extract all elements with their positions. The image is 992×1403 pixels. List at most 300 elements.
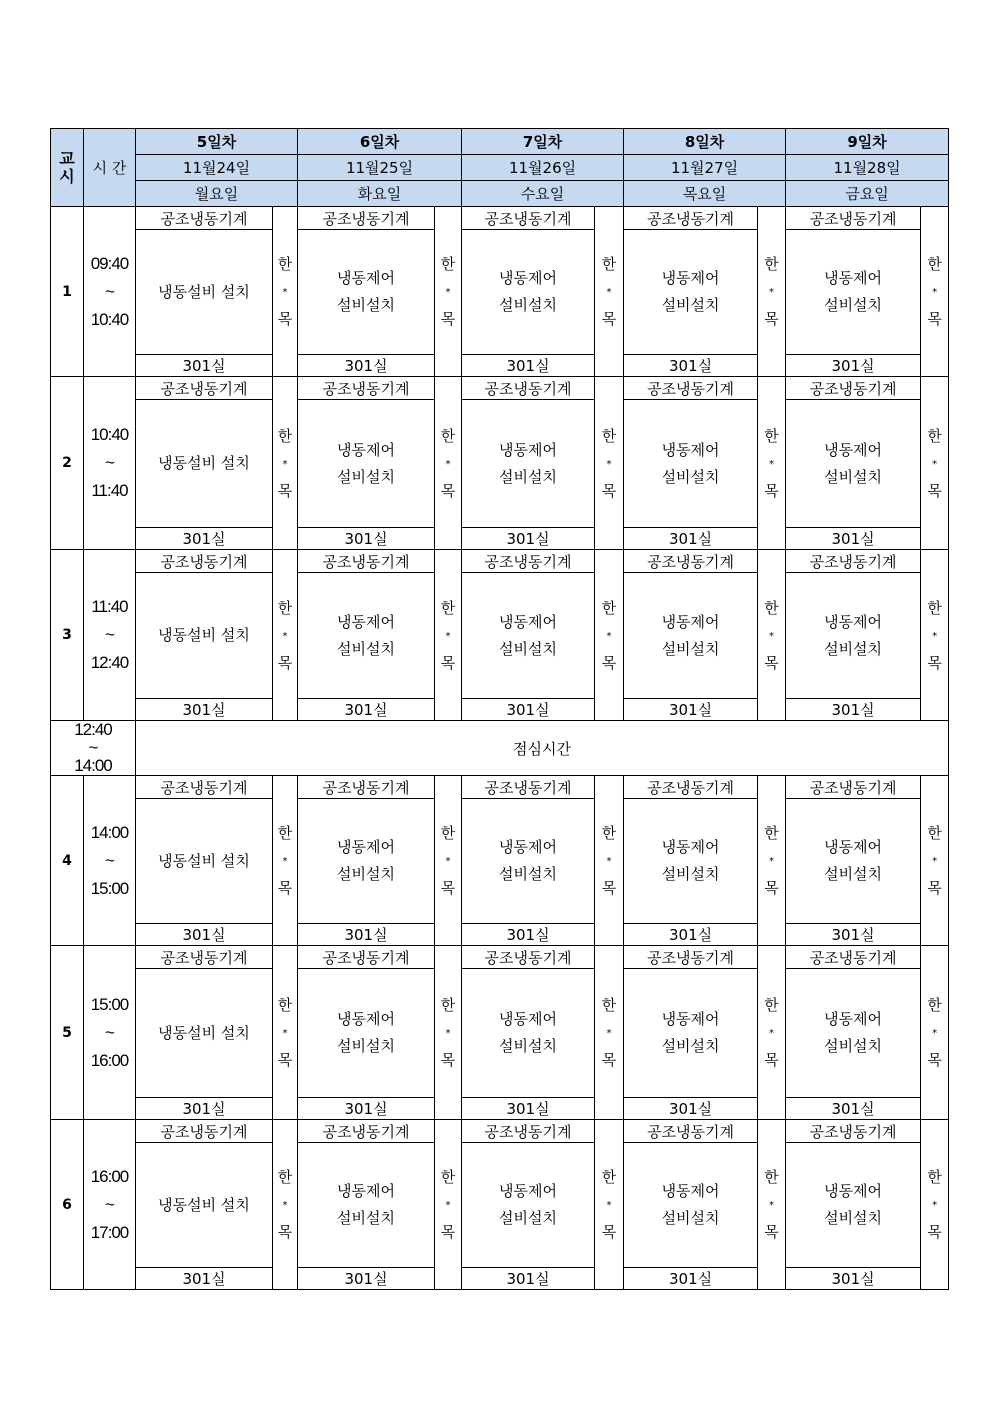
content-cell [786,400,921,528]
period-row-subject [51,946,949,969]
hanmok-char: 한 [440,996,456,1014]
text-line: 설비설치 [661,639,720,658]
subject-cell: 공조냉동기계 [462,776,595,799]
hanmok-char: 한 [601,426,617,445]
hanmok-char: 한 [277,996,293,1014]
content-cell [624,230,758,355]
hanmok-char: * [606,1200,612,1211]
content-cell [298,1143,435,1268]
day-date: 11월28일 [786,155,949,181]
lunch-row [51,721,949,776]
text-line: 냉동제어 [499,838,558,856]
hanmok-char: 목 [601,879,617,897]
hanmok-char: 한 [440,824,456,842]
hanmok-char: 한 [277,824,293,842]
hanmok-char: 한 [764,996,779,1014]
hanmok-cell [921,207,949,377]
hanmok-char: * [282,1028,288,1039]
hanmok-char: 한 [927,255,942,273]
room-cell: 301실 [298,528,435,550]
text-line: 냉동제어 [337,1182,395,1200]
hanmok-cell [595,776,624,946]
day-label: 7일차 [462,129,624,155]
time-end: 12:40 [90,653,129,672]
text-line: 냉동설비 설치 [158,454,250,472]
text-line: 설비설치 [661,467,720,486]
period-number: 1 [51,207,84,377]
hanmok-char: 목 [764,310,779,328]
period-row-content [51,400,949,528]
hanmok-char: * [445,1200,451,1211]
text-line: 냉동제어 [499,612,558,631]
period-time [84,550,136,721]
time-start: 10:40 [90,425,129,444]
hanmok-char: 목 [927,310,942,328]
timetable [50,128,949,1290]
period-row-room [51,924,949,946]
text-line: 냉동제어 [824,838,883,856]
text-line: 설비설치 [661,865,720,883]
text-line: 냉동제어 [661,440,720,459]
hanmok-char: * [769,287,775,298]
subject-cell: 공조냉동기계 [624,776,758,799]
hanmok-char: * [606,856,612,867]
time-end: 15:00 [90,878,129,898]
hanmok-char: 한 [764,598,779,617]
hanmok-cell [595,1120,624,1290]
hanmok-char: 목 [927,653,942,672]
hanmok-char: * [282,458,288,470]
time-sep: ~ [105,850,114,870]
subject-cell: 공조냉동기계 [786,377,921,400]
hanmok-char: * [769,1028,775,1039]
hanmok-char: 한 [927,996,942,1014]
content-cell [786,573,921,699]
text-line: 설비설치 [824,467,883,486]
text-line: 설비설치 [824,639,883,658]
hanmok-cell [921,377,949,550]
text-line: 냉동설비 설치 [158,851,250,870]
period-number: 2 [51,377,84,550]
time-sep: ~ [105,625,114,644]
content-cell [462,799,595,924]
subject-cell: 공조냉동기계 [462,377,595,400]
hanmok-char: * [769,856,775,867]
room-cell: 301실 [624,699,758,721]
text-line: 설비설치 [824,1037,883,1055]
subject-cell: 공조냉동기계 [624,550,758,573]
hanmok-cell [921,946,949,1120]
subject-cell: 공조냉동기계 [136,1120,273,1143]
content-cell [786,1143,921,1268]
text-line: 설비설치 [661,1037,720,1055]
text-line: 냉동설비 설치 [158,626,250,644]
content-cell [136,1143,273,1268]
hanmok-char: * [445,630,451,642]
hanmok-char: 한 [764,255,779,273]
lunch-end: 14:00 [74,756,112,775]
header-row-date [51,155,949,181]
content-cell [786,969,921,1098]
hanmok-char: * [606,1028,612,1039]
hanmok-char: * [932,1200,938,1211]
lunch-label: 점심시간 [136,721,949,776]
hanmok-char: 한 [927,824,942,842]
time-end: 16:00 [90,1050,129,1070]
hanmok-char: * [445,287,451,298]
content-cell [462,969,595,1098]
period-row-content [51,969,949,1098]
hanmok-cell [273,550,298,721]
hanmok-cell [273,776,298,946]
period-time [84,946,136,1120]
room-cell: 301실 [298,699,435,721]
time-start: 14:00 [90,822,129,842]
text-line: 냉동제어 [499,269,558,287]
time-start: 15:00 [90,994,129,1014]
hanmok-cell [758,377,786,550]
room-cell: 301실 [136,1268,273,1290]
subject-cell: 공조냉동기계 [462,207,595,230]
hanmok-char: 목 [764,653,779,672]
hanmok-char: 목 [601,310,617,328]
room-cell: 301실 [624,1268,758,1290]
content-cell [136,400,273,528]
hanmok-cell [758,946,786,1120]
time-sep: ~ [105,1022,114,1042]
text-line: 냉동제어 [337,269,395,287]
time-sep: ~ [105,453,114,472]
hanmok-char: 목 [927,1223,942,1241]
room-cell: 301실 [462,355,595,377]
content-cell [462,1143,595,1268]
subject-cell: 공조냉동기계 [298,946,435,969]
hanmok-char: 한 [277,426,293,445]
content-cell [298,969,435,1098]
text-line: 냉동제어 [661,269,720,287]
text-line: 설비설치 [824,296,883,314]
period-row-content [51,1143,949,1268]
time-header: 시 간 [84,129,136,207]
hanmok-char: 한 [601,996,617,1014]
hanmok-char: 목 [927,481,942,500]
room-cell: 301실 [462,699,595,721]
hanmok-char: 한 [601,1168,617,1186]
hanmok-char: * [606,287,612,298]
content-cell [298,400,435,528]
text-line: 설비설치 [499,296,558,314]
text-line: 냉동제어 [337,838,395,856]
text-line: 설비설치 [337,639,395,658]
hanmok-char: * [769,630,775,642]
hanmok-char: 목 [277,481,293,500]
content-cell [462,400,595,528]
lunch-start: 12:40 [74,720,112,739]
subject-cell: 공조냉동기계 [462,1120,595,1143]
subject-cell: 공조냉동기계 [624,1120,758,1143]
hanmok-char: 목 [440,1051,456,1069]
text-line: 설비설치 [337,296,395,314]
period-number: 4 [51,776,84,946]
hanmok-cell [435,550,462,721]
hanmok-cell [273,946,298,1120]
hanmok-char: * [932,1028,938,1039]
room-cell: 301실 [298,355,435,377]
room-cell: 301실 [462,528,595,550]
subject-cell: 공조냉동기계 [298,550,435,573]
day-date: 11월27일 [624,155,786,181]
subject-cell: 공조냉동기계 [786,207,921,230]
hanmok-char: 한 [440,255,456,273]
period-row-content [51,230,949,355]
time-end: 17:00 [90,1222,129,1242]
subject-cell: 공조냉동기계 [298,377,435,400]
content-cell [136,573,273,699]
hanmok-cell [435,377,462,550]
hanmok-char: 한 [440,598,456,617]
subject-cell: 공조냉동기계 [624,946,758,969]
hanmok-cell [595,377,624,550]
period-row-content [51,573,949,699]
time-end: 10:40 [90,309,129,329]
hanmok-char: * [606,630,612,642]
room-cell: 301실 [298,1098,435,1120]
text-line: 냉동설비 설치 [158,1195,250,1214]
hanmok-char: 목 [601,653,617,672]
content-cell [462,230,595,355]
day-weekday: 화요일 [298,181,462,207]
hanmok-char: * [932,630,938,642]
room-cell: 301실 [462,1268,595,1290]
text-line: 설비설치 [661,296,720,314]
text-line: 냉동설비 설치 [158,282,250,301]
subject-cell: 공조냉동기계 [624,207,758,230]
period-header-char-1: 교 [59,148,75,168]
text-line: 설비설치 [337,1209,395,1227]
hanmok-char: 한 [927,598,942,617]
room-cell: 301실 [136,924,273,946]
header-row-weekday [51,181,949,207]
day-weekday: 월요일 [136,181,298,207]
time-start: 11:40 [91,597,128,616]
hanmok-char: 한 [601,598,617,617]
hanmok-char: 한 [764,1168,779,1186]
text-line: 설비설치 [337,1037,395,1055]
content-cell [624,400,758,528]
room-cell: 301실 [786,1098,921,1120]
text-line: 냉동제어 [499,440,558,459]
period-header-char-2: 시 [59,166,75,186]
hanmok-char: 한 [277,255,293,273]
hanmok-cell [921,1120,949,1290]
hanmok-char: 목 [440,879,456,897]
room-cell: 301실 [462,1098,595,1120]
room-cell: 301실 [786,1268,921,1290]
subject-cell: 공조냉동기계 [624,377,758,400]
subject-cell: 공조냉동기계 [136,207,273,230]
period-row-subject [51,550,949,573]
hanmok-char: 한 [764,426,779,445]
content-cell [136,969,273,1098]
hanmok-cell [595,550,624,721]
room-cell: 301실 [136,699,273,721]
day-label: 9일차 [786,129,949,155]
hanmok-char: 한 [277,598,293,617]
subject-cell: 공조냉동기계 [462,946,595,969]
content-cell [462,573,595,699]
room-cell: 301실 [786,924,921,946]
text-line: 설비설치 [499,1037,558,1055]
content-cell [624,969,758,1098]
period-number: 3 [51,550,84,721]
text-line: 설비설치 [824,1209,883,1227]
hanmok-char: 한 [277,1168,293,1186]
text-line: 냉동제어 [824,1010,883,1028]
hanmok-char: 목 [277,1051,293,1069]
text-line: 설비설치 [499,865,558,883]
period-number: 5 [51,946,84,1120]
content-cell [624,573,758,699]
hanmok-char: * [769,458,775,470]
content-cell [298,230,435,355]
hanmok-char: 목 [440,481,456,500]
subject-cell: 공조냉동기계 [786,1120,921,1143]
hanmok-cell [595,207,624,377]
room-cell: 301실 [786,699,921,721]
hanmok-cell [435,207,462,377]
subject-cell: 공조냉동기계 [136,550,273,573]
hanmok-char: * [282,287,288,298]
hanmok-char: 목 [764,879,779,897]
period-row-room [51,699,949,721]
hanmok-char: 목 [764,481,779,500]
text-line: 설비설치 [661,1209,720,1227]
time-sep: ~ [105,281,114,301]
text-line: 냉동제어 [824,269,883,287]
hanmok-char: 목 [440,310,456,328]
hanmok-char: * [282,630,288,642]
room-cell: 301실 [298,924,435,946]
text-line: 냉동제어 [824,612,883,631]
content-cell [786,799,921,924]
hanmok-char: * [769,1200,775,1211]
time-start: 09:40 [90,253,129,273]
hanmok-char: 한 [440,426,456,445]
hanmok-char: * [282,856,288,867]
hanmok-cell [595,946,624,1120]
content-cell [298,573,435,699]
content-cell [136,799,273,924]
hanmok-char: 목 [277,879,293,897]
subject-cell: 공조냉동기계 [136,377,273,400]
subject-cell: 공조냉동기계 [136,776,273,799]
hanmok-char: 한 [764,824,779,842]
hanmok-cell [435,1120,462,1290]
hanmok-char: * [932,287,938,298]
hanmok-char: 한 [601,255,617,273]
hanmok-char: 목 [601,481,617,500]
text-line: 설비설치 [499,467,558,486]
room-cell: 301실 [298,1268,435,1290]
hanmok-cell [273,377,298,550]
day-weekday: 목요일 [624,181,786,207]
header-row-day [51,129,949,155]
day-weekday: 금요일 [786,181,949,207]
hanmok-char: 한 [440,1168,456,1186]
day-label: 6일차 [298,129,462,155]
subject-cell: 공조냉동기계 [462,550,595,573]
hanmok-char: * [932,458,938,470]
hanmok-cell [921,550,949,721]
hanmok-char: * [606,458,612,470]
room-cell: 301실 [786,355,921,377]
day-date: 11월24일 [136,155,298,181]
text-line: 냉동제어 [499,1010,558,1028]
subject-cell: 공조냉동기계 [136,946,273,969]
hanmok-char: * [445,1028,451,1039]
hanmok-char: 목 [601,1223,617,1241]
text-line: 설비설치 [337,865,395,883]
time-sep: ~ [105,1194,114,1214]
hanmok-char: 한 [927,426,942,445]
timetable-body [51,207,949,1290]
text-line: 설비설치 [337,467,395,486]
hanmok-char: * [282,1200,288,1211]
room-cell: 301실 [136,528,273,550]
hanmok-cell [921,776,949,946]
room-cell: 301실 [624,355,758,377]
text-line: 냉동제어 [661,1010,720,1028]
text-line: 냉동제어 [337,440,395,459]
period-row-content [51,799,949,924]
hanmok-cell [273,207,298,377]
period-time [84,776,136,946]
period-row-subject [51,377,949,400]
day-date: 11월25일 [298,155,462,181]
content-cell [786,230,921,355]
period-number: 6 [51,1120,84,1290]
room-cell: 301실 [624,528,758,550]
hanmok-char: * [932,856,938,867]
day-weekday: 수요일 [462,181,624,207]
room-cell: 301실 [136,1098,273,1120]
day-label: 8일차 [624,129,786,155]
hanmok-char: 목 [277,1223,293,1241]
content-cell [624,1143,758,1268]
hanmok-char: 목 [927,1051,942,1069]
hanmok-char: 목 [927,879,942,897]
text-line: 냉동제어 [824,1182,883,1200]
hanmok-cell [435,776,462,946]
lunch-time [51,721,136,776]
hanmok-char: 목 [277,310,293,328]
text-line: 냉동제어 [337,612,395,631]
period-time [84,207,136,377]
hanmok-cell [758,550,786,721]
period-time [84,377,136,550]
period-row-subject [51,207,949,230]
content-cell [136,230,273,355]
day-label: 5일차 [136,129,298,155]
hanmok-cell [273,1120,298,1290]
period-row-room [51,1268,949,1290]
subject-cell: 공조냉동기계 [786,550,921,573]
text-line: 냉동제어 [824,440,883,459]
hanmok-char: 목 [440,653,456,672]
room-cell: 301실 [624,924,758,946]
hanmok-char: * [445,458,451,470]
period-row-room [51,355,949,377]
